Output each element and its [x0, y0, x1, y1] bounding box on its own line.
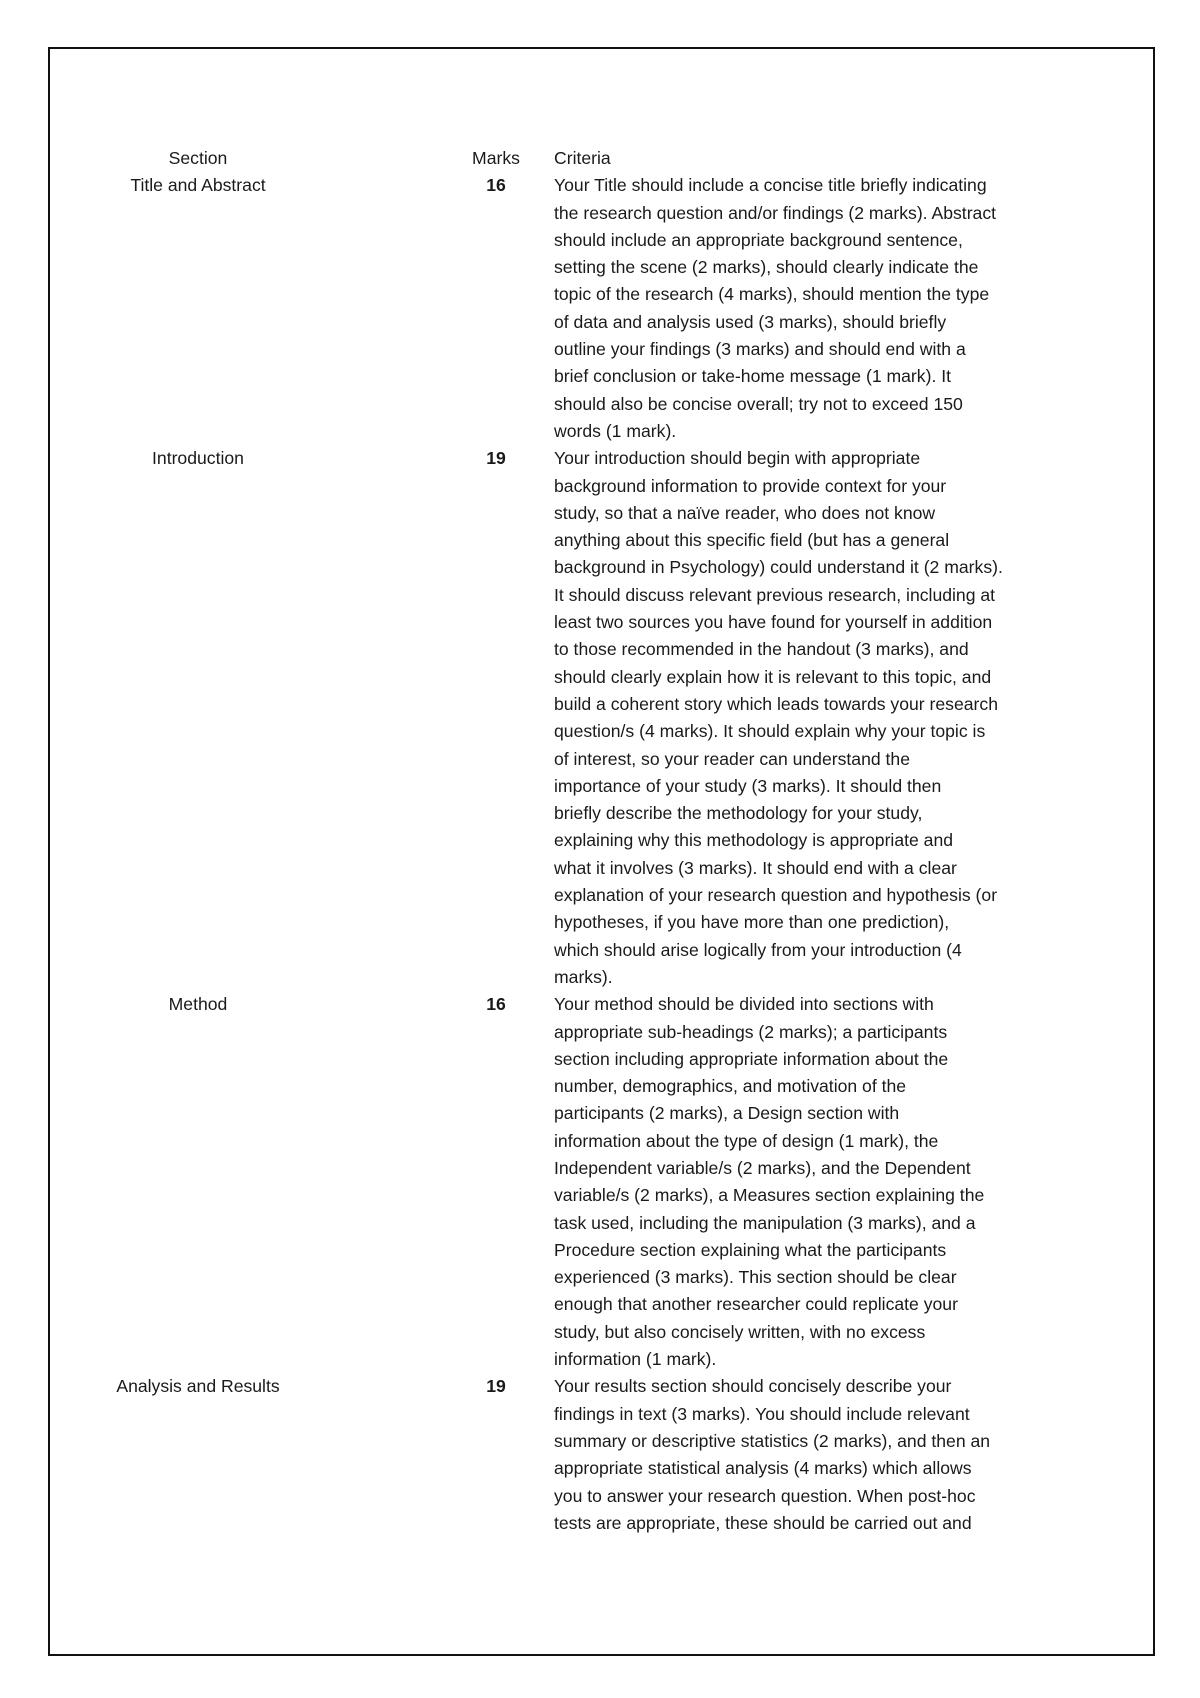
- section-marks: 16: [486, 175, 506, 196]
- header-criteria: Criteria: [554, 148, 611, 168]
- criteria-line: setting the scene (2 marks), should clearly indicate the: [554, 257, 979, 278]
- criteria-line: study, so that a naïve reader, who does not know: [554, 502, 936, 523]
- criteria-line: summary or descriptive statistics (2 marks), and then an: [554, 1430, 991, 1451]
- criteria-line: should clearly explain how it is relevant to this topic, and: [554, 666, 992, 687]
- criteria-line: experienced (3 marks). This section should be clear: [554, 1267, 957, 1288]
- criteria-line: background information to provide context for your: [554, 475, 947, 496]
- criteria-line: Procedure section explaining what the participants: [554, 1239, 947, 1260]
- criteria-line: background in Psychology) could understand it (2 marks).: [554, 557, 1003, 578]
- criteria-line: appropriate statistical analysis (4 marks) which allows: [554, 1458, 972, 1479]
- section-name: Analysis and Results: [116, 1376, 280, 1397]
- criteria-line: marks).: [554, 966, 613, 987]
- rubric-header-row: [48, 145, 1155, 172]
- criteria-line: topic of the research (4 marks), should mention the type: [554, 284, 990, 305]
- criteria-line: task used, including the manipulation (3 marks), and a: [554, 1212, 976, 1233]
- criteria-line: of data and analysis used (3 marks), should briefly: [554, 311, 947, 332]
- criteria-line: should include an appropriate background sentence,: [554, 229, 963, 250]
- criteria-line: build a coherent story which leads towards your research: [554, 693, 998, 714]
- criteria-line: findings in text (3 marks). You should include relevant: [554, 1403, 970, 1424]
- criteria-line: anything about this specific field (but has a general: [554, 530, 950, 551]
- rubric-row: [48, 991, 1155, 1373]
- header-section: Section: [168, 148, 228, 168]
- criteria-line: what it involves (3 marks). It should end with a clear: [554, 857, 957, 878]
- criteria-line: appropriate sub-headings (2 marks); a participants: [554, 1021, 948, 1042]
- criteria-line: Your results section should concisely describe your: [554, 1376, 952, 1397]
- criteria-line: information (1 mark).: [554, 1349, 717, 1370]
- criteria-line: the research question and/or findings (2 marks). Abstract: [554, 202, 997, 223]
- criteria-line: which should arise logically from your introduction (4: [554, 939, 962, 960]
- criteria-line: enough that another researcher could replicate your: [554, 1294, 958, 1315]
- criteria-line: words (1 mark).: [554, 420, 677, 441]
- criteria-line: question/s (4 marks). It should explain why your topic is: [554, 721, 986, 742]
- section-marks: 19: [486, 448, 506, 469]
- criteria-line: brief conclusion or take-home message (1 mark). It: [554, 366, 951, 387]
- criteria-line: of interest, so your reader can understand the: [554, 748, 910, 769]
- section-name: Title and Abstract: [130, 175, 266, 196]
- section-criteria: [348, 991, 1054, 1373]
- criteria-line: Independent variable/s (2 marks), and the Dependent: [554, 1157, 971, 1178]
- section-marks: 16: [486, 994, 506, 1015]
- criteria-line: It should discuss relevant previous research, including at: [554, 584, 996, 605]
- criteria-line: variable/s (2 marks), a Measures section explaining the: [554, 1185, 985, 1206]
- criteria-line: tests are appropriate, these should be carried out and: [554, 1512, 972, 1533]
- section-marks: 19: [486, 1376, 506, 1397]
- criteria-line: to those recommended in the handout (3 marks), and: [554, 639, 969, 660]
- criteria-line: Your Title should include a concise title briefly indicating: [554, 175, 987, 196]
- criteria-line: you to answer your research question. When post-hoc: [554, 1485, 976, 1506]
- criteria-line: Your introduction should begin with appropriate: [554, 448, 921, 469]
- section-name: Introduction: [152, 448, 244, 469]
- criteria-line: explaining why this methodology is appropriate and: [554, 830, 954, 851]
- section-criteria: [348, 445, 1054, 991]
- rubric-row: [48, 172, 1155, 445]
- criteria-line: importance of your study (3 marks). It should then: [554, 775, 942, 796]
- criteria-line: least two sources you have found for yourself in addition: [554, 612, 993, 633]
- criteria-line: number, demographics, and motivation of the: [554, 1076, 907, 1097]
- criteria-line: participants (2 marks), a Design section with: [554, 1103, 900, 1124]
- section-criteria: [348, 172, 1054, 445]
- header-marks: Marks: [472, 148, 520, 168]
- criteria-line: briefly describe the methodology for your study,: [554, 803, 923, 824]
- rubric-row: [48, 445, 1155, 991]
- criteria-line: explanation of your research question and hypothesis (or: [554, 885, 998, 906]
- criteria-line: hypotheses, if you have more than one prediction),: [554, 912, 950, 933]
- section-name: Method: [168, 994, 228, 1015]
- marking-rubric-table: [48, 145, 1155, 1537]
- criteria-line: should also be concise overall; try not to exceed 150: [554, 393, 963, 414]
- criteria-line: information about the type of design (1 mark), the: [554, 1130, 939, 1151]
- criteria-line: Your method should be divided into sections with: [554, 994, 934, 1015]
- criteria-line: section including appropriate information about the: [554, 1048, 949, 1069]
- rubric-row: [48, 1373, 1155, 1537]
- criteria-line: study, but also concisely written, with no excess: [554, 1321, 926, 1342]
- criteria-line: outline your findings (3 marks) and should end with a: [554, 339, 966, 360]
